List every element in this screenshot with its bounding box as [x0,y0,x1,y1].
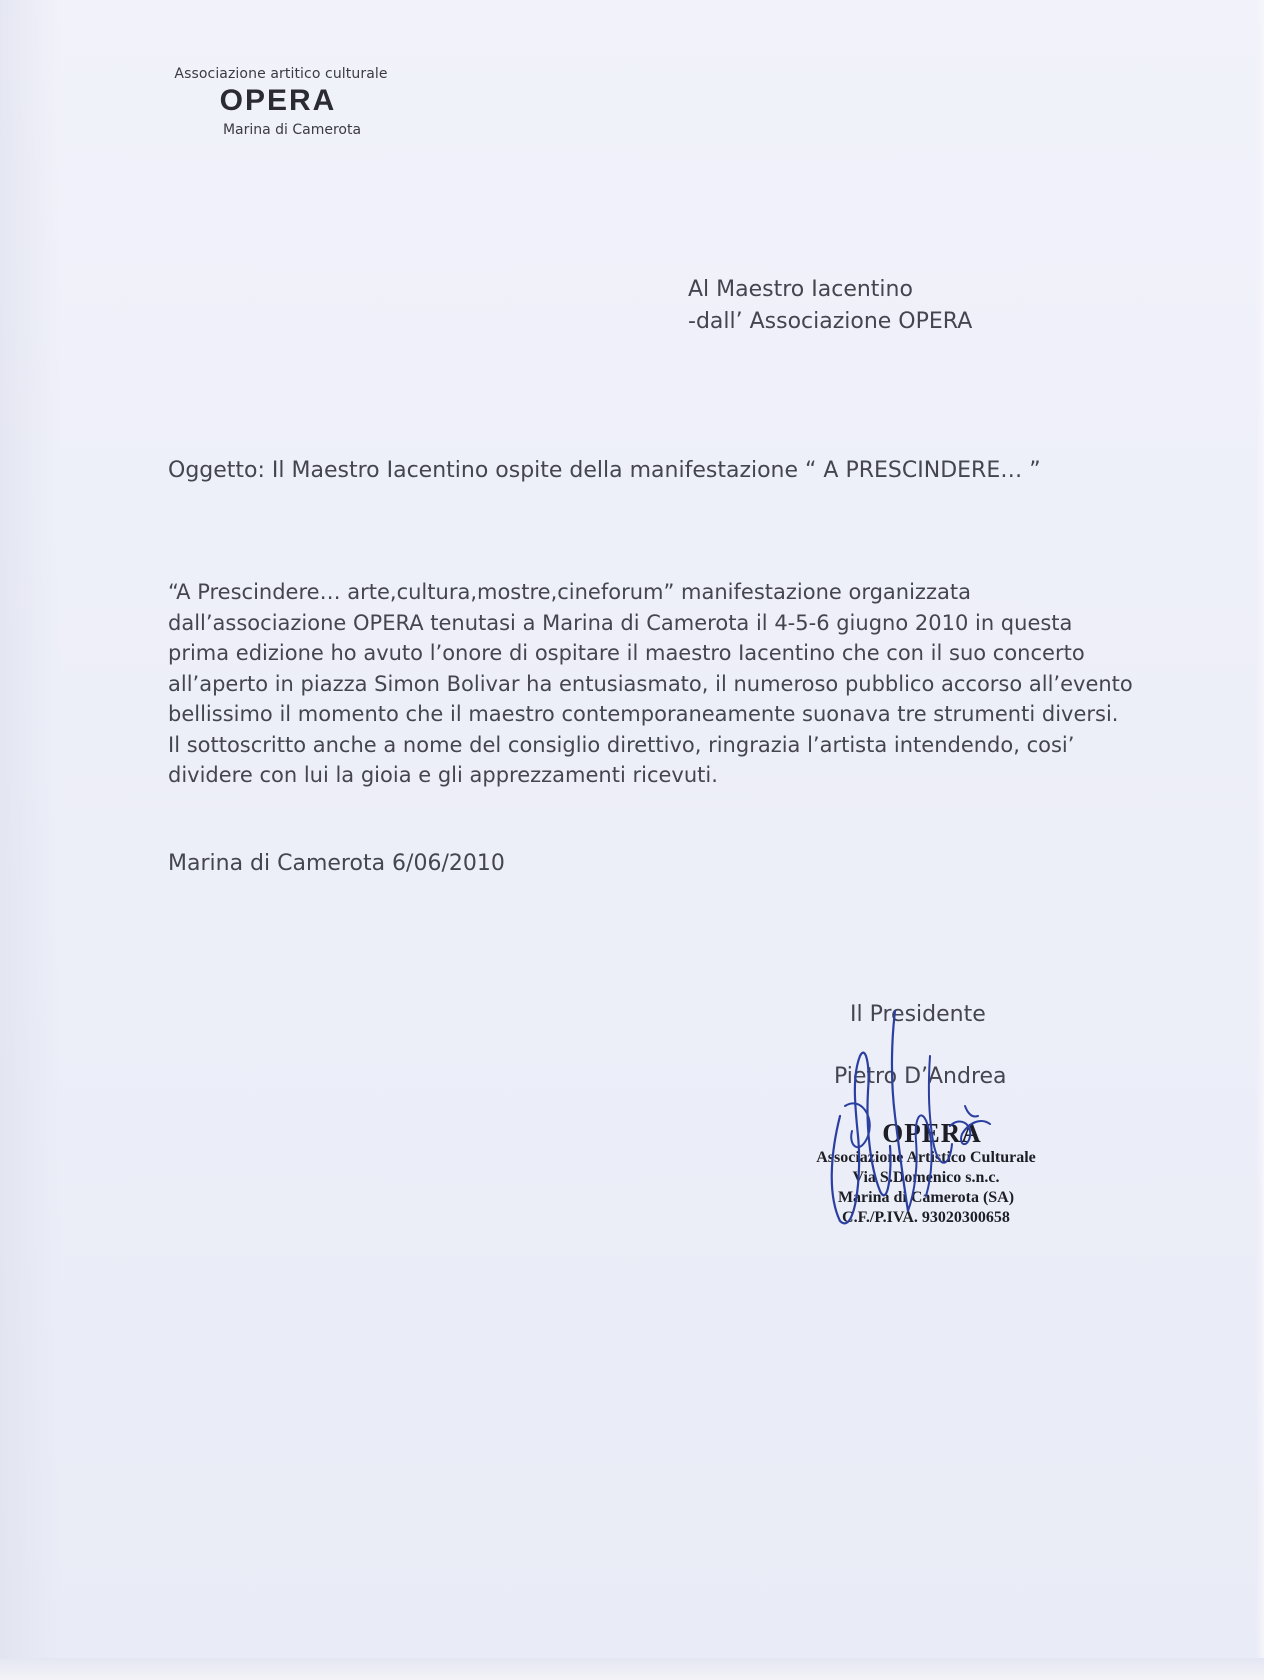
scan-edge-bottom [0,1658,1264,1680]
place-date: Marina di Camerota 6/06/2010 [168,851,505,876]
letterhead-name: OPERA [219,84,337,117]
addressee-line-2: -dall’ Associazione OPERA [688,309,973,334]
letterhead [166,66,396,138]
stamp-line-4: C.F./P.IVA. 93020300658 [842,1209,1010,1226]
addressee-line-1: Al Maestro Iacentino [688,277,913,302]
signatory-title: Il Presidente [850,1002,986,1027]
letter-body [168,577,1228,791]
body-line: Il sottoscritto anche a nome del consiglio direttivo, ringrazia l’artista intendendo, cosi’ [168,732,1075,757]
body-line: dividere con lui la gioia e gli apprezzamenti ricevuti. [168,763,718,787]
stamp-line-3: Marina di Camerota (SA) [837,1189,1015,1206]
stamp-name: OPERA [882,1118,982,1148]
addressee-block [688,274,972,338]
body-line: dall’associazione OPERA tenutasi a Marina di Camerota il 4-5-6 giugno 2010 in questa [168,610,1073,635]
body-line: prima edizione ho avuto l’onore di ospitare il maestro Iacentino che con il suo concerto [168,641,1085,665]
association-stamp [796,1118,1056,1228]
subject-line: Oggetto: Il Maestro Iacentino ospite della manifestazione “ A PRESCINDERE… ” [168,458,1041,483]
body-line: “A Prescindere… arte,cultura,mostre,cineforum” manifestazione organizzata [168,580,971,604]
stamp-line-1: Associazione Artistico Culturale [816,1149,1036,1166]
scan-edge-right [1256,0,1264,1680]
stamp-line-2: Via S.Domenico s.n.c. [852,1169,1000,1186]
signatory-name: Pietro D’Andrea [834,1064,1007,1089]
body-line: all’aperto in piazza Simon Bolivar ha entusiasmato, il numeroso pubblico accorso all’evento [168,671,1133,696]
letterhead-location: Marina di Camerota [222,122,362,138]
body-line: bellissimo il momento che il maestro contemporaneamente suonava tre strumenti diversi. [168,702,1119,726]
letterhead-organization-type: Associazione artitico culturale [174,66,388,82]
